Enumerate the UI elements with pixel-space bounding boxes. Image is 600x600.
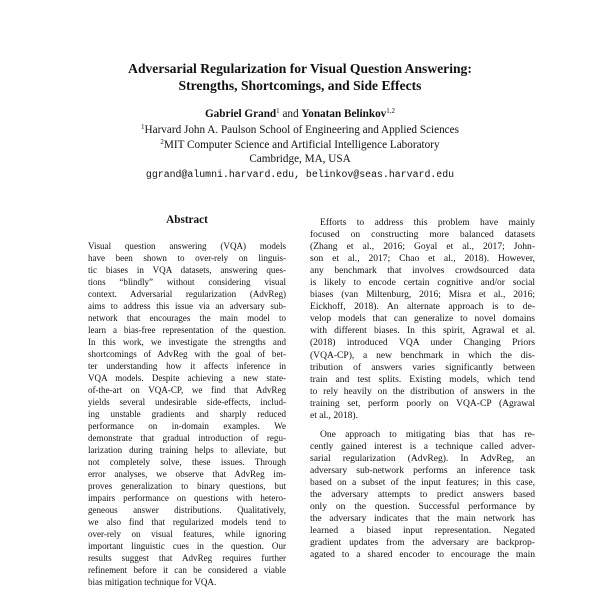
text-line: velop models that can generalize to novel domains (310, 313, 535, 325)
text-line: (VQA-CP), a new benchmark in which the dis- (310, 349, 535, 361)
abstract-body (88, 240, 286, 588)
author-affiliation-mark: 1 (276, 107, 280, 115)
title-line-2: Strengths, Shortcomings, and Side Effects (178, 78, 422, 93)
text-line: of-the-art on VQA-CP, we find that AdvReg (88, 385, 286, 396)
text-line: is likely to encode certain cognitive and/or social (310, 277, 535, 289)
text-line: ing unstable gradients and sharply reduced (88, 409, 286, 420)
text-line: context. Adversarial regularization (AdvReg) (88, 289, 286, 300)
text-line: agated to a shared encoder to encourage the main (310, 549, 535, 561)
text-line: biases (van Miltenburg, 2016; Misra et al., 2016; (310, 289, 535, 301)
affiliation-text: Cambridge, MA, USA (249, 153, 351, 165)
text-line: One approach to mitigating bias that has re- (320, 428, 535, 440)
text-line: demonstrate that gradual introduction of regu- (88, 433, 286, 444)
affiliation-mark: 2 (160, 138, 164, 146)
text-line: sarial regularization (AdvReg). In AdvReg, an (310, 452, 535, 464)
text-line: Eickhoff, 2018). An alternate approach is to de- (310, 301, 535, 313)
author-affiliation-mark: 1,2 (386, 107, 396, 115)
text-line: ter understanding how it affects inference in (88, 361, 286, 372)
author-emails: ggrand@alumni.harvard.edu, belinkov@seas.harvard.edu (145, 169, 455, 180)
text-line: aims to address this issue via an adversary sub- (88, 301, 286, 312)
text-line: with different biases. In this spirit, Agrawal et al. (310, 325, 535, 337)
text-line: train and test splits. Existing models, which tend (310, 373, 535, 385)
text-line: only on the question. Successful performance by (310, 501, 535, 513)
text-line: based on a subset of the input features; in this case, (310, 476, 535, 488)
author-joiner: and (282, 108, 299, 120)
text-line: important linguistic cues in the question. Our (88, 541, 286, 552)
body-paragraph-2 (310, 429, 535, 562)
text-line: performance on in-domain examples. We (88, 421, 286, 432)
text-line: tribution of answers varies significantly between (310, 361, 535, 373)
text-line: error analyses, we observe that AdvReg im- (88, 469, 286, 480)
affiliation (0, 123, 600, 138)
body-column-right (310, 217, 535, 561)
affiliation (0, 138, 600, 153)
text-line: any benchmark that involves crowdsourced data (310, 265, 535, 277)
body-paragraph-1 (310, 217, 535, 422)
text-line: Efforts to address this problem have mainly (320, 217, 535, 228)
text-line: yields several undesirable side-effects, includ- (88, 397, 286, 408)
text-line: training set, perform poorly on VQA-CP (Agrawal (310, 397, 535, 409)
affiliation-text: MIT Computer Science and Artificial Intelligence Laboratory (163, 139, 440, 151)
text-line: refinement before it can be considered a viable (88, 565, 286, 576)
text-line: focused on constructing more balanced datasets (310, 229, 535, 241)
text-line: the adversary attempts to predict answers based (310, 489, 535, 501)
text-line: the adversary indicates that the main network has (310, 513, 535, 525)
text-line: learned a biased input representation. Negated (310, 525, 535, 537)
text-line: gradient updates from the adversary are backprop- (310, 537, 535, 549)
text-line: VQA models. Despite achieving a new state- (88, 373, 286, 384)
text-line: have been shown to over-rely on linguis- (88, 253, 286, 264)
text-line: geneous answer distributions. Qualitatively, (88, 505, 286, 516)
text-line: (2018) introduced VQA under Changing Priors (310, 337, 535, 349)
author-name: Gabriel Grand (204, 108, 277, 120)
affiliation-mark: 1 (141, 123, 145, 131)
affiliation-location (0, 152, 600, 167)
text-line: (Zhang et al., 2016; Goyal et al., 2017; John- (310, 241, 535, 253)
text-line: tions “blindly” without considering visual (88, 277, 286, 288)
text-line: larization during training helps to alleviate, but (88, 445, 286, 456)
text-line: shortcomings of AdvReg with the goal of bet- (88, 349, 286, 360)
paper-title (0, 60, 600, 94)
text-line: Visual question answering (VQA) models (88, 241, 286, 251)
text-line: In this work, we investigate the strengths and (88, 337, 286, 348)
text-line: learn a bias-free representation of the question. (88, 325, 286, 336)
title-line-1: Adversarial Regularization for Visual Question Answering: (128, 61, 472, 76)
text-line: network that encourages the main model to (88, 313, 286, 324)
text-line: impairs performance on questions with hetero- (88, 493, 286, 504)
author-line (0, 107, 600, 122)
text-line: results suggest that AdvReg requires further (88, 553, 286, 564)
text-line: we also find that regularized models tend to (88, 517, 286, 528)
text-line: et al., 2018). (310, 409, 358, 421)
text-line: tic biases in VQA datasets, answering ques- (88, 265, 286, 276)
abstract-heading: Abstract (166, 214, 208, 226)
text-line: proves generalization to binary questions, but (88, 481, 286, 492)
text-line: over-rely on visual features, while ignoring (88, 529, 286, 540)
text-line: not completely solve, these issues. Through (88, 457, 286, 468)
affiliation-text: Harvard John A. Paulson School of Engineering and Applied Sciences (144, 124, 459, 136)
text-line: adversary sub-network performs an inference task (310, 464, 535, 476)
author-name: Yonatan Belinkov (301, 108, 387, 120)
text-line: bias mitigation technique for VQA. (88, 577, 217, 588)
text-line: to rely heavily on the distribution of answers in the (310, 385, 535, 397)
text-line: cently gained interest is a technique called adver- (310, 440, 535, 452)
text-line: son et al., 2017; Chao et al., 2018). However, (310, 253, 535, 265)
